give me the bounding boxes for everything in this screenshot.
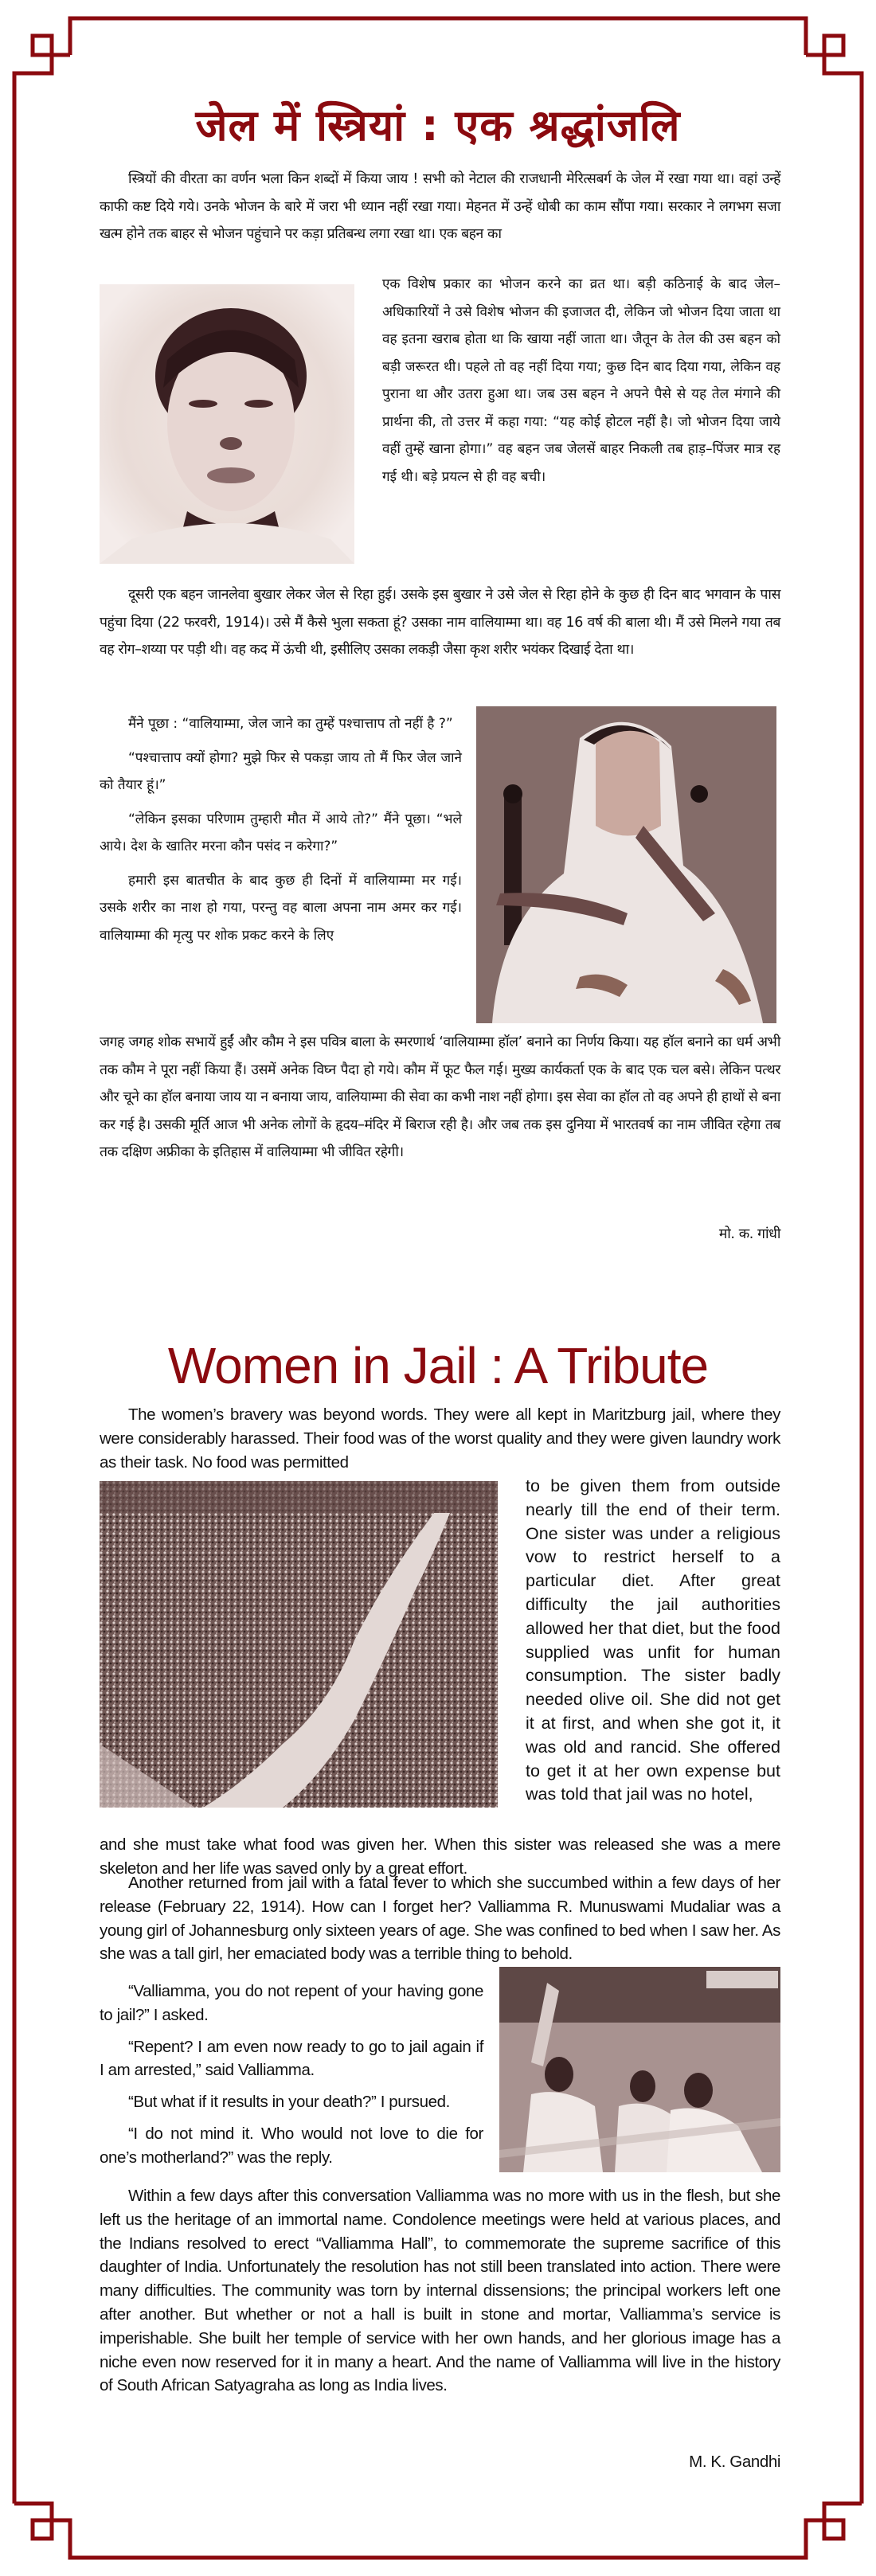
english-title: Women in Jail : A Tribute: [167, 1337, 709, 1394]
hindi-paragraph-1-top: स्त्रियों की वीरता का वर्णन भला किन शब्दों में किया जाय ! सभी को नेटाल की राजधानी मेरित्सबर्ग के जेल में रखा गया था। वहां उन्हें काफी कष्ट दिये गये। उनके भोजन के बारे में जरा भी ध्यान नहीं रखा गया। मेहनत में उन्हें धोबी का काम सौंपा गया। सरकार ने लगभग सजा खत्म होने तक बाहर से भोजन पहुंचाने पर कड़ा प्रतिबन्ध लगा रखा था। एक बहन का: [100, 171, 780, 242]
hindi-dialogue-line: मैंने पूछा : “वालियाम्मा, जेल जाने का तुम्हें पश्चात्ताप तो नहीं है ?”: [128, 716, 453, 732]
hindi-signature: मो. क. गांधी: [718, 1226, 780, 1242]
hindi-paragraph-2: दूसरी एक बहन जानलेवा बुखार लेकर जेल से रिहा हुई। उसके इस बुखार ने उसे जेल से रिहा होने के कुछ ही दिन बाद भगवान के पास पहुंचा दिया (22 फरवरी, 1914)। उसे मैं कैसे भुला सकता हूं? उसका नाम वालियाम्मा था। वह 16 वर्ष की बाला थी। मैं उसे मिलने गया तब वह रोग–शय्या पर पड़ी थी। वह कद में ऊंची थी, इसीलिए उसका लकड़ी जैसा कृश शरीर भयंकर दिखाई देता था।: [100, 587, 780, 658]
marching-women-photo: [499, 1967, 780, 2172]
english-dialogue-line: “I do not mind it. Who would not love to die for one’s motherland?” was the reply.: [100, 2124, 483, 2167]
seated-woman-image: [476, 706, 776, 1023]
crowd-procession-photo: [100, 1481, 498, 1808]
english-dialogue-line: “But what if it results in your death?” I pursued.: [128, 2093, 450, 2112]
hindi-title: जेल में स्त्रियां : एक श्रद्धांजलि: [195, 100, 681, 150]
marching-women-image: [499, 1967, 780, 2172]
hindi-paragraph-1-side: एक विशेष प्रकार का भोजन करने का व्रत था। बड़ी कठिनाई के बाद जेल–अधिकारियों ने उसे विशेष भोजन की इजाजत दी, लेकिन जो भोजन दिया जाता था वह इतना खराब होता था कि खाया नहीं जाता था। जैतून के तेल की उस बहन को बड़ी जरूरत थी। पहले तो वह नहीं दिया गया; कुछ दिन बाद दिया गया, लेकिन वह पुराना था और उतरा हुआ था। जब उस बहन ने अपने पैसे से यह तेल मंगाने की प्रार्थना की, तो उत्तर में कहा गया: “यह कोई होटल नहीं है। जो भोजन दिया जाये वहीं तुम्हें खाना होगा।” वह बहन जब जेलसें बाहर निकली तब हाड़–पिंजर मात्र रह गई थी। बड़े प्रयत्न से ही वह बची।: [382, 276, 780, 485]
portrait-woman-photo: [100, 284, 354, 564]
english-dialogue: [100, 1980, 483, 2170]
portrait-woman-image: [100, 284, 354, 564]
crowd-procession-image: [100, 1481, 498, 1808]
english-dialogue-line: “Repent? I am even now ready to go to jail again if I am arrested,” said Valliamma.: [100, 2037, 483, 2080]
english-paragraph-2: Another returned from jail with a fatal fever to which she succumbed within a few days of her release (February 22, 1914). How can I forget her? Valliamma R. Munuswami Mudaliar was a young girl of Johannesburg only sixteen years of age. She was confined to bed when I saw her. As she was a tall girl, her emaciated body was a terrible thing to behold.: [100, 1874, 780, 1964]
hindi-dialogue-line: “पश्चात्ताप क्यों होगा? मुझे फिर से पकड़ा जाय तो मैं फिर जेल जाने को तैयार हूं।”: [100, 749, 462, 793]
english-dialogue-line: “Valliamma, you do not repent of your having gone to jail?” I asked.: [100, 1982, 483, 2024]
english-paragraph-1-side: to be given them from outside nearly till the end of their term. One sister was under a religious vow to restrict herself to a particular diet. After great difficulty the jail authorities allowed her that diet, but the food supplied was unfit for human consumption. The sister badly needed olive oil. She did not get it at first, and when she got it, it was old and rancid. She offered to get it at her own expense but was told that jail was no hotel,: [526, 1476, 780, 1804]
hindi-dialogue-line: “लेकिन इसका परिणाम तुम्हारी मौत में आये तो?” मैंने पूछा। “भले आये। देश के खातिर मरना कौन पसंद न करेगा?”: [100, 811, 462, 854]
hindi-dialogue-line: हमारी इस बातचीत के बाद कुछ ही दिनों में वालियाम्मा मर गई। उसके शरीर का नाश हो गया, परन्तु वह बाला अपना नाम अमर कर गई। वालियाम्मा की मृत्यु पर शोक प्रकट करने के लिए: [100, 872, 462, 944]
english-paragraph-1-top: The women’s bravery was beyond words. They were all kept in Maritzburg jail, where they were considerably harassed. Their food was of the worst quality and they were given laundry work as their task. No food was permitted: [100, 1405, 780, 1472]
english-paragraph-1-bottom: and she must take what food was given her. When this sister was released she was a mere skeleton and her life was saved only by a great effort.: [100, 1835, 780, 1878]
hindi-paragraph-final: जगह जगह शोक सभायें हुईं और कौम ने इस पवित्र बाला के स्मरणार्थ ‘वालियाम्मा हॉल’ बनाने का निर्णय किया। यह हॉल बनाने का धर्म अभी तक कौम ने पूरा नहीं किया हैं। उसमें अनेक विघ्न पैदा हो गये। कौम में फूट फैल गई। मुख्य कार्यकर्ता एक के बाद एक चल बसे। लेकिन पत्थर और चूने का हॉल बनाया जाय या न बनाया जाय, वालियाम्मा की सेवा का कभी नाश नहीं होगा। इस सेवा का हॉल तो वह अपने ही हाथों से बना कर गई है। उसकी मूर्ति आज भी अनेक लोगों के हृदय–मंदिर में बिराज रही है। और जब तक इस दुनिया में भारतवर्ष का नाम जीवित रहेगा तब तक दक्षिण अफ्रीका के इतिहास में वालियाम्मा भी जीवित रहेगी।: [100, 1034, 780, 1160]
english-signature: M. K. Gandhi: [689, 2453, 780, 2471]
seated-woman-photo: [476, 706, 776, 1023]
english-paragraph-final: Within a few days after this conversation Valliamma was no more with us in the flesh, but she left us the heritage of an immortal name. Condolence meetings were held at various places, and the Indians resolved to erect “Valliamma Hall”, to commemorate the supreme sacrifice of this daughter of India. Unfortunately the resolution has not still been translated into action. There were many difficulties. The community was torn by internal dissensions; the principal workers left one after another. But whether or not a hall is built in stone and mortar, Valliamma’s service is imperishable. She built her temple of service with her own hands, and her glorious image has a niche even now reserved for it in many a heart. And the name of Valliamma will live in the history of South African Satyagraha as long as India lives.: [100, 2187, 780, 2395]
hindi-dialogue: [100, 710, 462, 949]
